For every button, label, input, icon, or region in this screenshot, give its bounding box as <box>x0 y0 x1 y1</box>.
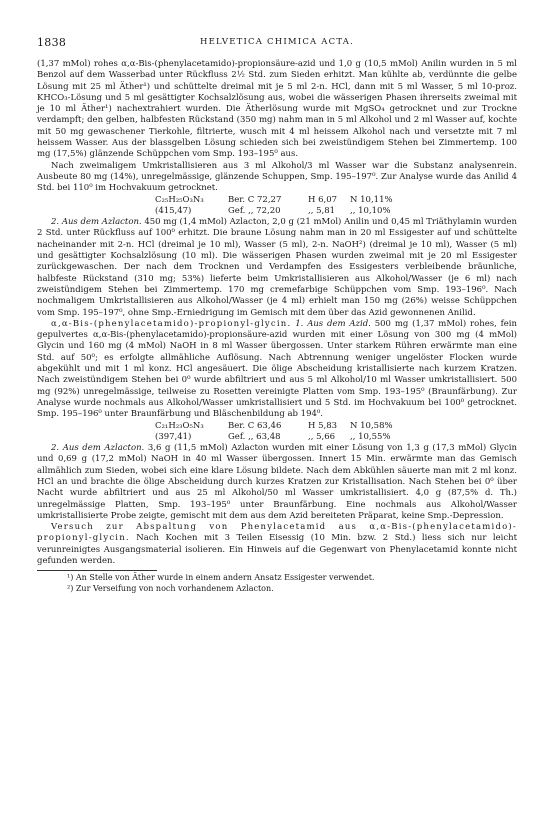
found-carbon: Gef. ,, 63,48 <box>228 431 281 442</box>
experiment-title: Versuch zur Abspaltung von Phenylacetamid aus α,α-Bis-(phenylacetamido)-propionyl-glycin. <box>37 522 517 544</box>
found-hydrogen: ,, 5,66 <box>308 431 336 442</box>
paragraph-text: 3,6 g (11,5 mMol) Azlacton wurden mit einer Lösung von 1,3 g (17,3 mMol) Glycin und 0,69 g (17,2 mMol) NaOH in 40 ml Wasser übergossen. Innert 15 Min. erwärmte man das Gemisch allmählich zum Sieden, wobei sich eine klare Lösung bildete. Nach dem Abkühlen säuerte man mit 2 ml konz. HCl an und brachte die ölige Abscheidung durch kurzes Kratzen zur Kristallisation. Nach Stehen bei 0⁰ über Nacht wurde abfiltriert und aus 25 ml Alkohol/50 ml Wasser umkristallisiert. 4,0 g (87,5% d. Th.) unregelmässige Platten, Smp. 193–195⁰ unter Braunfärbung. Eine nochmals aus Alkohol/Wasser umkristallisierte Probe zeigte, gemischt mit dem aus dem Azid bereiteten Präparat, keine Smp.-Depression. <box>37 443 517 521</box>
paragraph <box>37 217 517 319</box>
elemental-analysis <box>155 421 517 444</box>
calculated-nitrogen: N 10,11% <box>350 194 393 205</box>
calculated-carbon: Ber. C 72,27 <box>228 194 282 205</box>
page-number: 1838 <box>37 36 67 49</box>
method-label: 2. Aus dem Azlacton. <box>51 443 145 454</box>
paragraph: Nach zweimaligem Umkristallisieren aus 3 ml Alkohol/3 ml Wasser war die Substanz analysenrein. Ausbeute 80 mg (14%), unregelmässige, glänzende Schuppen, Smp. 195–197⁰. Zur Analyse wurde das Anilid 4 Std. bei 110⁰ im Hochvakuum getrocknet. <box>37 160 517 194</box>
compound-title: α,α-Bis-(phenylacetamido)-propionyl-glycin. <box>51 318 292 329</box>
paragraph-text: Nach Kochen mit 3 Teilen Eisessig (10 Min. bzw. 2 Std.) liess sich nur leicht verunreinigtes Ausgangsmaterial isolieren. Ein Hinweis auf die Gegenwart von Phenylacetamid konnte nicht gefunden werden. <box>37 533 517 567</box>
footnote: ¹) An Stelle von Äther wurde in einem andern Ansatz Essigester verwendet. <box>67 573 375 583</box>
journal-title: HELVETICA CHIMICA ACTA. <box>200 37 354 47</box>
found-nitrogen: ,, 10,10% <box>350 205 391 216</box>
paragraph <box>37 319 517 421</box>
calculated-hydrogen: H 6,07 <box>308 194 338 205</box>
running-header <box>37 36 517 50</box>
found-hydrogen: ,, 5,81 <box>308 205 336 216</box>
calculated-nitrogen: N 10,58% <box>350 420 393 431</box>
molecular-weight: (415,47) <box>155 205 192 216</box>
method-label: 2. Aus dem Azlacton. <box>51 217 142 228</box>
paragraph <box>37 443 517 522</box>
molecular-weight: (397,41) <box>155 431 192 442</box>
calculated-hydrogen: H 5,83 <box>308 420 338 431</box>
molecular-formula: C₂₅H₂₅O₃N₃ <box>155 194 204 205</box>
footnote: ²) Zur Verseifung von noch vorhandenem Azlacton. <box>67 583 274 593</box>
paragraph: (1,37 mMol) rohes α,α-Bis-(phenylacetamido)-propionsäure-azid und 1,0 g (10,5 mMol) Anilin wurden in 5 ml Benzol auf dem Wasserbad unter Rückfluss 2½ Std. zum Sieden erhitzt. Man kühlte ab, verdünnte die gelbe Lösung mit 25 ml Äther¹) und schüttelte dreimal mit je 5 ml 2-n. HCl, dann mit 5 ml Wasser, 5 ml 10-proz. KHCO₃-Lösung und 5 ml gesättigter Kochsalzlösung aus, wobei die wässerigen Phasen ihrerseits zweimal mit je 10 ml Äther¹) nachextrahiert wurden. Die Ätherlösung wurde mit MgSO₄ getrocknet und zur Trockne verdampft; den gelben, halbfesten Rückstand (350 mg) nahm man in 5 ml Alkohol und 2 ml Wasser auf, kochte mit 50 mg gewaschener Tierkohle, filtrierte, wusch mit 4 ml heissem Alkohol nach und versetzte mit 7 ml heissem Wasser. Aus der blassgelben Lösung schieden sich bei zweistündigem Stehen bei Zimmertemp. 100 mg (17,5%) glänzende Schüppchen vom Smp. 193–195⁰ aus. <box>37 59 517 160</box>
calculated-carbon: Ber. C 63,46 <box>228 420 282 431</box>
method-label: 1. Aus dem Azid. <box>291 318 371 329</box>
found-nitrogen: ,, 10,55% <box>350 431 391 442</box>
paragraph-text: 450 mg (1,4 mMol) Azlacton, 2,0 g (21 mMol) Anilin und 0,45 ml Triäthylamin wurden 2 Std. unter Rückfluss auf 100⁰ erhitzt. Die braune Lösung nahm man in 20 ml Essigester auf und schüttelte nacheinander mit 2-n. HCl (dreimal je 10 ml), Wasser (5 ml), 2-n. NaOH²) (dreimal je 10 ml), Wasser (5 ml) und gesättigter Kochsalzlösung (10 ml). Die wässerigen Phasen wurden zweimal mit je 20 ml Essigester zurückgewaschen. Der nach dem Trocknen und Verdampfen des Essigesters verbleibende bräunliche, halbfeste Rückstand (310 mg; 53%) lieferte beim Umkristallisieren aus Alkohol/Wasser (je 6 ml) nach zweistündigem Stehen bei Zimmertemp. 170 mg cremefarbige Schüppchen vom Smp. 193–196⁰. Nach nochmaligem Umkristallisieren aus Alkohol/Wasser (je 4 ml) erhielt man 150 mg (26%) weisse Schüppchen vom Smp. 195–197⁰, ohne Smp.-Erniedrigung im Gemisch mit dem über das Azid gewonnenen Anilid. <box>37 217 517 318</box>
molecular-formula: C₂₁H₂₃O₅N₃ <box>155 420 204 431</box>
paragraph <box>37 522 517 567</box>
found-carbon: Gef. ,, 72,20 <box>228 205 281 216</box>
footnote-divider <box>37 570 157 571</box>
elemental-analysis <box>155 195 517 218</box>
article-body <box>37 59 517 594</box>
paragraph-text: 500 mg (1,37 mMol) rohes, fein gepulvertes α,α-Bis-(phenylacetamido)-propionsäure-azid wurden mit einer Lösung von 300 mg (4 mMol) Glycin und 160 mg (4 mMol) NaOH in 8 ml Wasser übergossen. Unter starkem Rühren erwärmte man eine Std. auf 50⁰; es erfolgte allmähliche Auflösung. Nach Abtrennung weniger ungelöster Flocken wurde abgekühlt und mit 1 ml konz. HCl angesäuert. Die ölige Abscheidung kristallisierte nach kurzem Kratzen. Nach zweistündigem Stehen bei 0⁰ wurde abfiltriert und aus 5 ml Alkohol/10 ml Wasser umkristallisiert. 500 mg (92%) unregelmässige, teilweise zu Rosetten vereinigte Platten vom Smp. 193–195⁰ (Braunfärbung). Zur Analyse wurde nochmals aus Alkohol/Wasser umkristallisiert und 5 Std. im Hochvakuum bei 100⁰ getrocknet. Smp. 195–196⁰ unter Braunfärbung und Bläschenbildung ab 194⁰. <box>37 318 518 420</box>
